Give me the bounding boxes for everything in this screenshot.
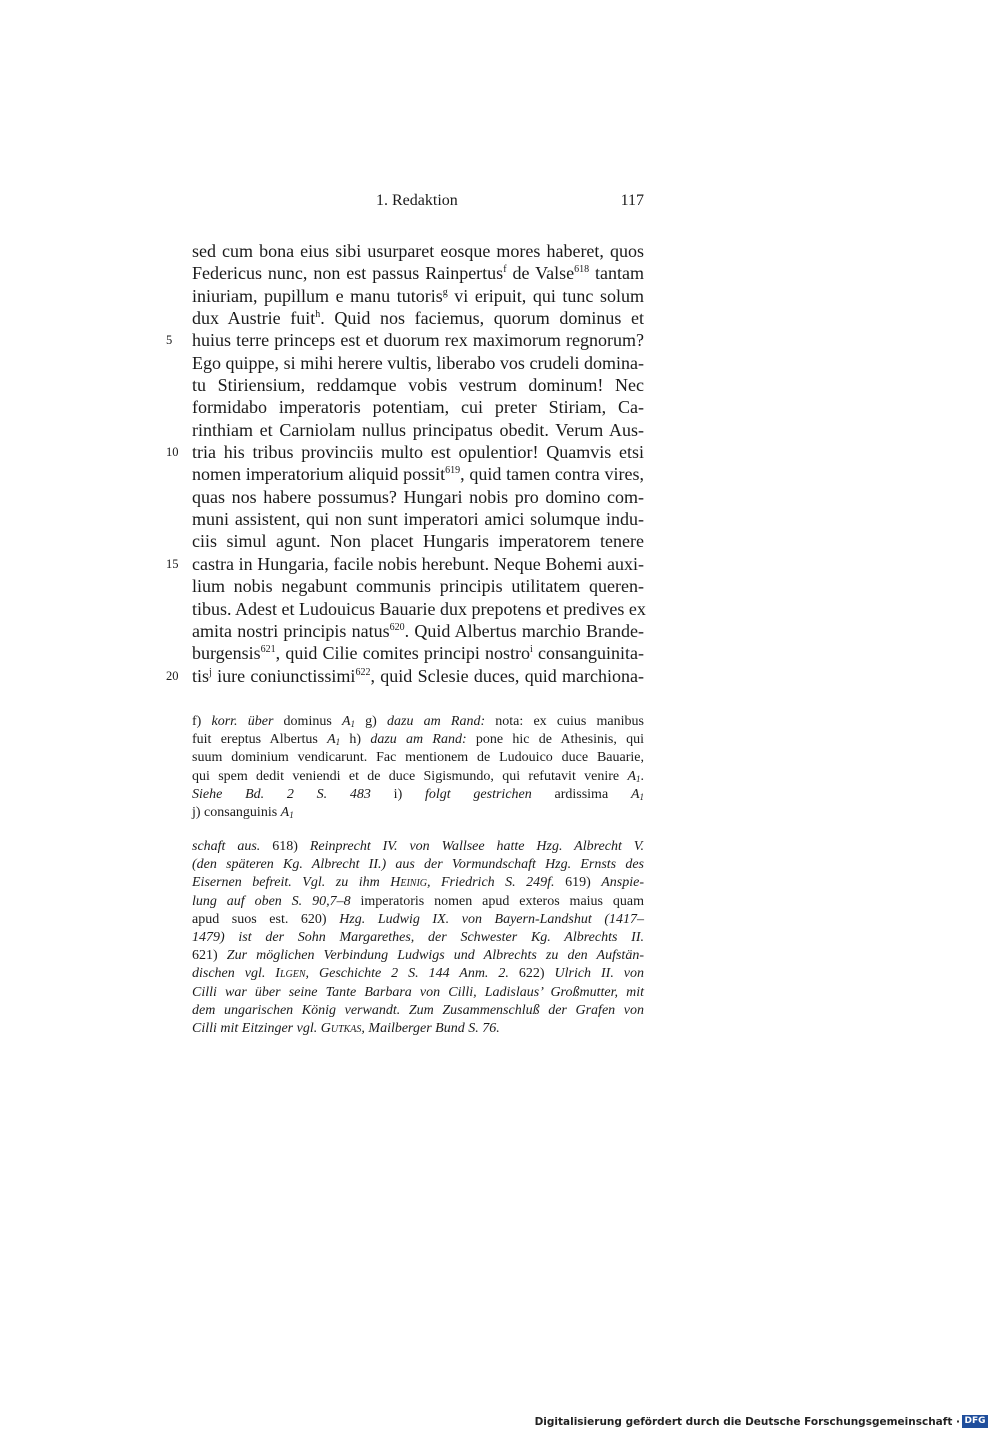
- text-run: tis: [192, 665, 210, 686]
- text-line: [192, 598, 644, 620]
- text-run: A: [341, 714, 351, 729]
- note-line: [192, 893, 644, 911]
- text-run: Ulrich II. von: [554, 966, 645, 982]
- text-run: apud suos est.: [192, 911, 289, 927]
- text-run: f): [192, 714, 212, 729]
- text-run: tu Stiriensium, reddamque vobis vestrum dominum! Nec: [192, 375, 644, 396]
- text-run: A: [280, 804, 290, 820]
- text-run: pone hic de Athesinis, qui: [466, 732, 644, 748]
- text-run: 1479) ist der Sohn Margarethes, der Schwester Kg. Albrechts II.: [192, 929, 644, 945]
- text-run: formidabo imperatoris potentiam, cui preter Stiriam, Ca-: [192, 397, 644, 418]
- note-line: [192, 911, 644, 929]
- note-line: [192, 838, 644, 856]
- text-run: Gutkas: [320, 1020, 362, 1036]
- line-number: 20: [166, 668, 179, 683]
- text-run: consanguinita-: [532, 643, 644, 664]
- text-line: [192, 352, 644, 374]
- page-number: 117: [620, 192, 644, 209]
- text-run: de Valse: [506, 263, 575, 284]
- text-run: dazu am Rand:: [370, 732, 467, 748]
- text-run: rinthiam et Carniolam nullus principatus obedit. Verum Aus-: [192, 419, 644, 440]
- text-run: imperatoris nomen apud exteros maius quam: [350, 893, 644, 909]
- note-reference: 620: [389, 621, 405, 633]
- text-run: dazu am Rand:: [387, 714, 486, 729]
- manuscript-siglum-index: 1: [289, 809, 294, 820]
- text-run: , Geschichte 2 S. 144 Anm. 2.: [305, 966, 509, 982]
- text-run: tantam: [589, 263, 645, 284]
- text-run: h): [340, 732, 371, 748]
- text-run: nota: ex cuius manibus: [485, 714, 644, 729]
- note-reference: 619: [445, 465, 461, 477]
- text-run: 618): [260, 839, 310, 854]
- text-run: 622): [508, 966, 555, 982]
- text-run: Heinig: [390, 875, 427, 891]
- text-run: dischen vgl.: [192, 966, 276, 982]
- text-run: Anspie-: [601, 875, 644, 891]
- note-reference: 622: [355, 666, 371, 678]
- text-run: (den späteren Kg. Albrecht II.) aus der Vormundschaft Hzg. Ernsts des: [192, 857, 644, 873]
- note-line: [192, 731, 644, 749]
- text-run: A: [627, 768, 636, 784]
- text-run: Reinprecht IV. von Wallsee hatte Hzg. Albrecht V.: [309, 839, 645, 854]
- note-line: [192, 947, 644, 965]
- text-run: . Quid nos faciemus, quorum dominus et: [320, 308, 644, 329]
- text-run: , Friedrich S. 249f.: [427, 875, 555, 891]
- text-run: , quid Cilie comites principi nostro: [275, 643, 531, 664]
- text-line: [192, 240, 644, 262]
- text-run: korr. über: [211, 714, 274, 729]
- text-line: [166, 553, 644, 575]
- text-run: Ilgen: [275, 966, 306, 982]
- note-line: [192, 984, 644, 1002]
- text-run: lung auf oben S. 90,7–8: [192, 893, 351, 909]
- note-reference: i: [530, 644, 533, 656]
- note-line: [192, 1002, 644, 1020]
- text-run: vi eripuit, qui tunc solum: [447, 285, 644, 306]
- text-line: [192, 262, 644, 284]
- line-number: 15: [166, 556, 179, 571]
- text-run: i): [370, 786, 425, 802]
- text-run: Zur möglichen Verbindung Ludwigs und Albrechts zu den Aufstän-: [226, 948, 644, 964]
- text-line: [192, 396, 644, 418]
- text-run: Cilli mit Eitzinger vgl.: [192, 1020, 321, 1036]
- manuscript-siglum-index: 1: [350, 719, 356, 729]
- text-line: [192, 575, 644, 597]
- text-run: dominus: [273, 714, 342, 729]
- text-run: , quid tamen contra vires,: [460, 464, 645, 485]
- note-line: [192, 874, 644, 892]
- text-line: [192, 463, 644, 485]
- note-reference: g: [442, 286, 448, 298]
- funding-credit: Digitalisierung gefördert durch die Deutsche Forschungsgemeinschaft ·: [534, 1416, 960, 1428]
- text-run: tria his tribus provinciis multo est opulentior! Quamvis etsi: [192, 442, 644, 463]
- main-text: [166, 240, 646, 687]
- text-line: [192, 285, 644, 307]
- note-line: [192, 856, 644, 874]
- text-run: ciis simul agunt. Non placet Hungaris imperatorem tenere: [192, 531, 644, 552]
- text-run: amita nostri principis natus: [192, 620, 390, 641]
- numbered-notes: [192, 838, 644, 1038]
- note-line: [192, 749, 644, 767]
- text-run: Ego quippe, si mihi herere vultis, liberabo vos crudeli domina-: [192, 352, 644, 373]
- text-run: iure coniunctissimi: [211, 665, 356, 686]
- text-run: g): [355, 714, 388, 729]
- text-run: iniuriam, pupillum e manu tutoris: [192, 285, 443, 306]
- text-run: huius terre princeps est et duorum rex maximorum regnorum?: [192, 330, 644, 351]
- text-line: [192, 620, 644, 642]
- text-run: folgt gestrichen: [425, 786, 532, 802]
- text-line: [192, 486, 644, 508]
- text-run: Cilli war über seine Tante Barbara von Cilli, Ladislaus’ Großmutter, mit: [192, 984, 644, 1000]
- text-run: j) consanguinis: [192, 804, 281, 820]
- text-run: Eisernen befreit. Vgl. zu ihm: [192, 875, 391, 891]
- manuscript-siglum-index: 1: [636, 773, 641, 784]
- note-line: [192, 768, 644, 786]
- manuscript-siglum-index: 1: [335, 737, 341, 748]
- text-run: Siehe Bd. 2 S. 483: [192, 786, 371, 802]
- text-run: muni assistent, qui non sunt imperatori amici solumque indu-: [192, 509, 644, 530]
- note-reference: 618: [574, 264, 590, 276]
- text-run: A: [327, 732, 336, 748]
- text-run: lium nobis negabunt communis principis utilitatem queren-: [192, 576, 644, 597]
- text-run: nomen imperatorium aliquid possit: [192, 464, 446, 485]
- text-line: [192, 374, 644, 396]
- text-run: dem ungarischen König verwandt. Zum Zusammenschluß der Grafen von: [192, 1002, 644, 1018]
- note-reference: f: [503, 264, 507, 276]
- text-line: [192, 307, 644, 329]
- text-run: 621): [192, 948, 227, 964]
- text-line: [192, 508, 644, 530]
- text-run: A: [630, 786, 640, 802]
- text-line: [166, 441, 644, 463]
- running-title: 1. Redaktion: [376, 192, 458, 209]
- text-run: sed cum bona eius sibi usurparet eosque mores haberet, quos: [192, 241, 644, 261]
- text-run: 620): [288, 911, 340, 927]
- line-number: 5: [166, 333, 173, 348]
- text-run: dux Austrie fuit: [192, 308, 316, 329]
- text-run: 619): [554, 875, 602, 891]
- text-run: burgensis: [192, 643, 261, 664]
- text-run: fuit ereptus Albertus: [192, 732, 328, 748]
- text-run: schaft aus.: [192, 839, 261, 854]
- note-line: [192, 713, 644, 731]
- note-reference: h: [315, 309, 321, 321]
- text-line: [192, 642, 644, 664]
- text-run: . Quid Albertus marchio Brande-: [404, 620, 645, 641]
- note-line: [192, 965, 644, 983]
- text-run: , quid Sclesie duces, quid marchiona-: [370, 665, 644, 686]
- text-line: [166, 665, 644, 687]
- text-run: qui spem dedit veniendi et de duce Sigismundo, qui refutavit venire: [192, 768, 628, 784]
- text-run: ardissima: [531, 786, 631, 802]
- note-line: [192, 1020, 644, 1038]
- text-run: quas nos habere possumus? Hungari nobis pro domino com-: [192, 486, 644, 507]
- text-line: [166, 329, 644, 351]
- note-reference: j: [209, 666, 212, 678]
- page-header: [192, 190, 644, 216]
- note-line: [192, 929, 644, 947]
- note-reference: 621: [260, 644, 276, 656]
- dfg-logo: DFG: [962, 1415, 988, 1428]
- apparatus-notes: [192, 713, 644, 822]
- text-line: [192, 530, 644, 552]
- text-run: , Mailberger Bund S. 76.: [361, 1020, 500, 1036]
- line-number: 10: [166, 445, 179, 460]
- text-run: castra in Hungaria, facile nobis herebunt. Neque Bohemi auxi-: [192, 553, 644, 574]
- text-run: Federicus nunc, non est passus Rainpertus: [192, 263, 504, 284]
- text-line: [192, 419, 644, 441]
- text-run: Hzg. Ludwig IX. von Bayern-Landshut (1417–: [339, 911, 644, 927]
- manuscript-siglum-index: 1: [639, 791, 644, 802]
- note-line: [192, 786, 644, 804]
- note-line: [192, 804, 644, 822]
- text-run: tibus. Adest et Ludouicus Bauarie dux prepotens et predives ex: [192, 598, 646, 619]
- text-run: .: [640, 768, 644, 784]
- text-run: suum dominium vendicarunt. Fac mentionem de Ludouico duce Bauarie,: [192, 750, 644, 766]
